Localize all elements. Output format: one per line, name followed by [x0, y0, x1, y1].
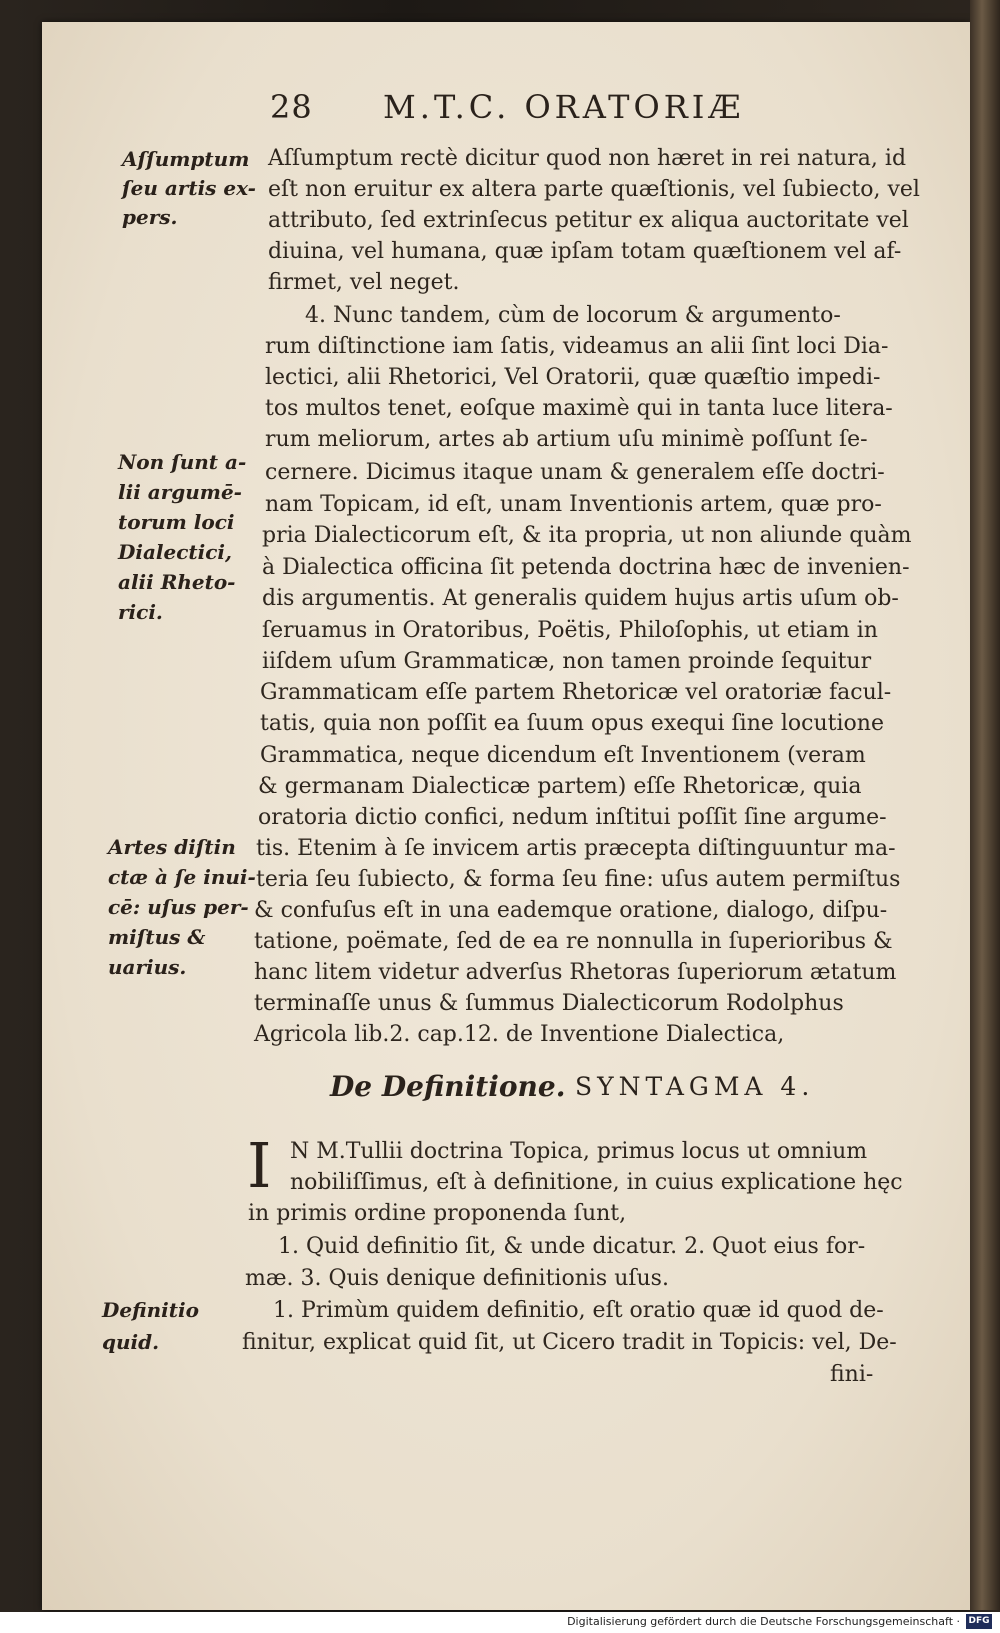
text-line: iiſdem uſum Grammaticæ, non tamen proinde ſequitur: [262, 649, 872, 674]
text-line: & confuſus eſt in una eademque oratione, dialogo, diſpu-: [254, 898, 888, 923]
margin-note-line: Non ſunt a-: [118, 450, 247, 474]
text-line: tatis, quia non poſſit ea ſuum opus exequi ſine locutione: [260, 711, 884, 736]
margin-note-line: Definitio: [102, 1298, 199, 1322]
margin-note-line: cē: uſus per-: [108, 895, 249, 919]
section-number: SYNTAGMA 4.: [575, 1072, 815, 1101]
margin-note-line: Aſſumptum: [122, 147, 250, 171]
text-line: à Dialectica officina ſit petenda doctrina hæc de invenien-: [262, 555, 910, 580]
text-line: rum meliorum, artes ab artium uſu minimè poſſunt ſe-: [265, 427, 868, 452]
text-line: teria ſeu ſubiecto, & forma ſeu fine: uſus autem permiſtus: [256, 867, 901, 892]
text-line: attributo, ſed extrinſecus petitur ex aliqua auctoritate vel: [268, 208, 909, 233]
margin-note-line: quid.: [102, 1330, 160, 1354]
margin-note-line: rici.: [118, 600, 163, 624]
text-line: mæ. 3. Quis denique definitionis uſus.: [245, 1266, 669, 1291]
text-line: finitur, explicat quid ſit, ut Cicero tradit in Topicis: vel, De-: [242, 1330, 897, 1355]
text-line: lectici, alii Rhetorici, Vel Oratorii, quæ quæſtio impedi-: [265, 365, 881, 390]
text-line: hanc litem videtur adverſus Rhetoras ſuperiorum ætatum: [254, 960, 897, 985]
dfg-logo: DFG: [966, 1614, 992, 1629]
page-number: 28: [270, 88, 313, 126]
text-line: pria Dialecticorum eſt, & ita propria, ut non aliunde quàm: [262, 523, 912, 548]
running-title: M.T.C. ORATORIÆ: [383, 88, 745, 126]
text-line: nobiliſſimus, eſt à definitione, in cuius explicatione hęc: [290, 1170, 903, 1195]
text-line: tos multos tenet, eoſque maximè qui in tanta luce litera-: [265, 396, 893, 421]
text-line: & germanam Dialecticæ partem) eſſe Rhetoricæ, quia: [258, 774, 862, 799]
text-line: 1. Primùm quidem definitio, eſt oratio quæ id quod de-: [273, 1298, 884, 1323]
margin-note-line: ctæ à ſe inui-: [108, 865, 256, 889]
text-line: rum diſtinctione iam ſatis, videamus an alii ſint loci Dia-: [265, 334, 889, 359]
text-line: firmet, vel neget.: [268, 270, 460, 295]
text-line: in primis ordine proponenda ſunt,: [248, 1201, 627, 1226]
running-head: [270, 88, 890, 128]
text-line: terminaſſe unus & ſummus Dialecticorum Rodolphus: [254, 991, 844, 1016]
section-heading: [330, 1070, 850, 1110]
text-line: tis. Etenim à ſe invicem artis præcepta diſtinguuntur ma-: [256, 836, 896, 861]
margin-note-line: pers.: [122, 205, 178, 229]
text-line: N M.Tullii doctrina Topica, primus locus ut omnium: [290, 1139, 868, 1164]
text-line: dis argumentis. At generalis quidem hujus artis uſum ob-: [262, 586, 899, 611]
text-line: 1. Quid definitio ſit, & unde dicatur. 2. Quot eius for-: [278, 1234, 866, 1259]
text-line: diuina, vel humana, quæ ipſam totam quæſtionem vel af-: [268, 239, 902, 264]
drop-cap: I: [247, 1129, 272, 1202]
text-line: ſeruamus in Oratoribus, Poëtis, Philoſophis, ut etiam in: [262, 618, 878, 643]
text-line: eſt non eruitur ex altera parte quæſtionis, vel ſubiecto, vel: [268, 177, 920, 202]
margin-note-line: Dialectici,: [118, 540, 232, 564]
text-line: nam Topicam, id eſt, unam Inventionis artem, quæ pro-: [265, 492, 882, 517]
margin-note-line: alii Rheto-: [118, 570, 236, 594]
text-line: tatione, poëmate, ſed de ea re nonnulla in ſuperioribus &: [254, 929, 893, 954]
book-edge: [970, 0, 1000, 1610]
text-line: cernere. Dicimus itaque unam & generalem eſſe doctri-: [265, 460, 885, 485]
margin-note-line: uarius.: [108, 955, 187, 979]
margin-note-line: torum loci: [118, 510, 235, 534]
text-line: Grammaticam eſſe partem Rhetoricæ vel oratoriæ facul-: [260, 680, 892, 705]
text-line: 4. Nunc tandem, cùm de locorum & argumento-: [305, 303, 841, 328]
text-line: Aſſumptum rectè dicitur quod non hæret in rei natura, id: [268, 146, 907, 171]
section-title: De Definitione.: [330, 1070, 566, 1103]
text-line: Grammatica, neque dicendum eſt Inventionem (veram: [260, 743, 866, 768]
margin-note-line: ſeu artis ex-: [122, 176, 256, 200]
footer-credit: Digitalisierung gefördert durch die Deutsche Forschungsgemeinschaft ·: [567, 1615, 960, 1628]
catchword: fini-: [830, 1362, 874, 1387]
margin-note-line: Artes diſtin: [108, 835, 236, 859]
margin-note-line: lii argumē-: [118, 480, 242, 504]
text-line: Agricola lib.2. cap.12. de Inventione Dialectica,: [254, 1022, 785, 1047]
margin-note-line: miſtus &: [108, 925, 206, 949]
text-line: oratoria dictio confici, nedum inſtitui poſſit ſine argume-: [258, 805, 887, 830]
